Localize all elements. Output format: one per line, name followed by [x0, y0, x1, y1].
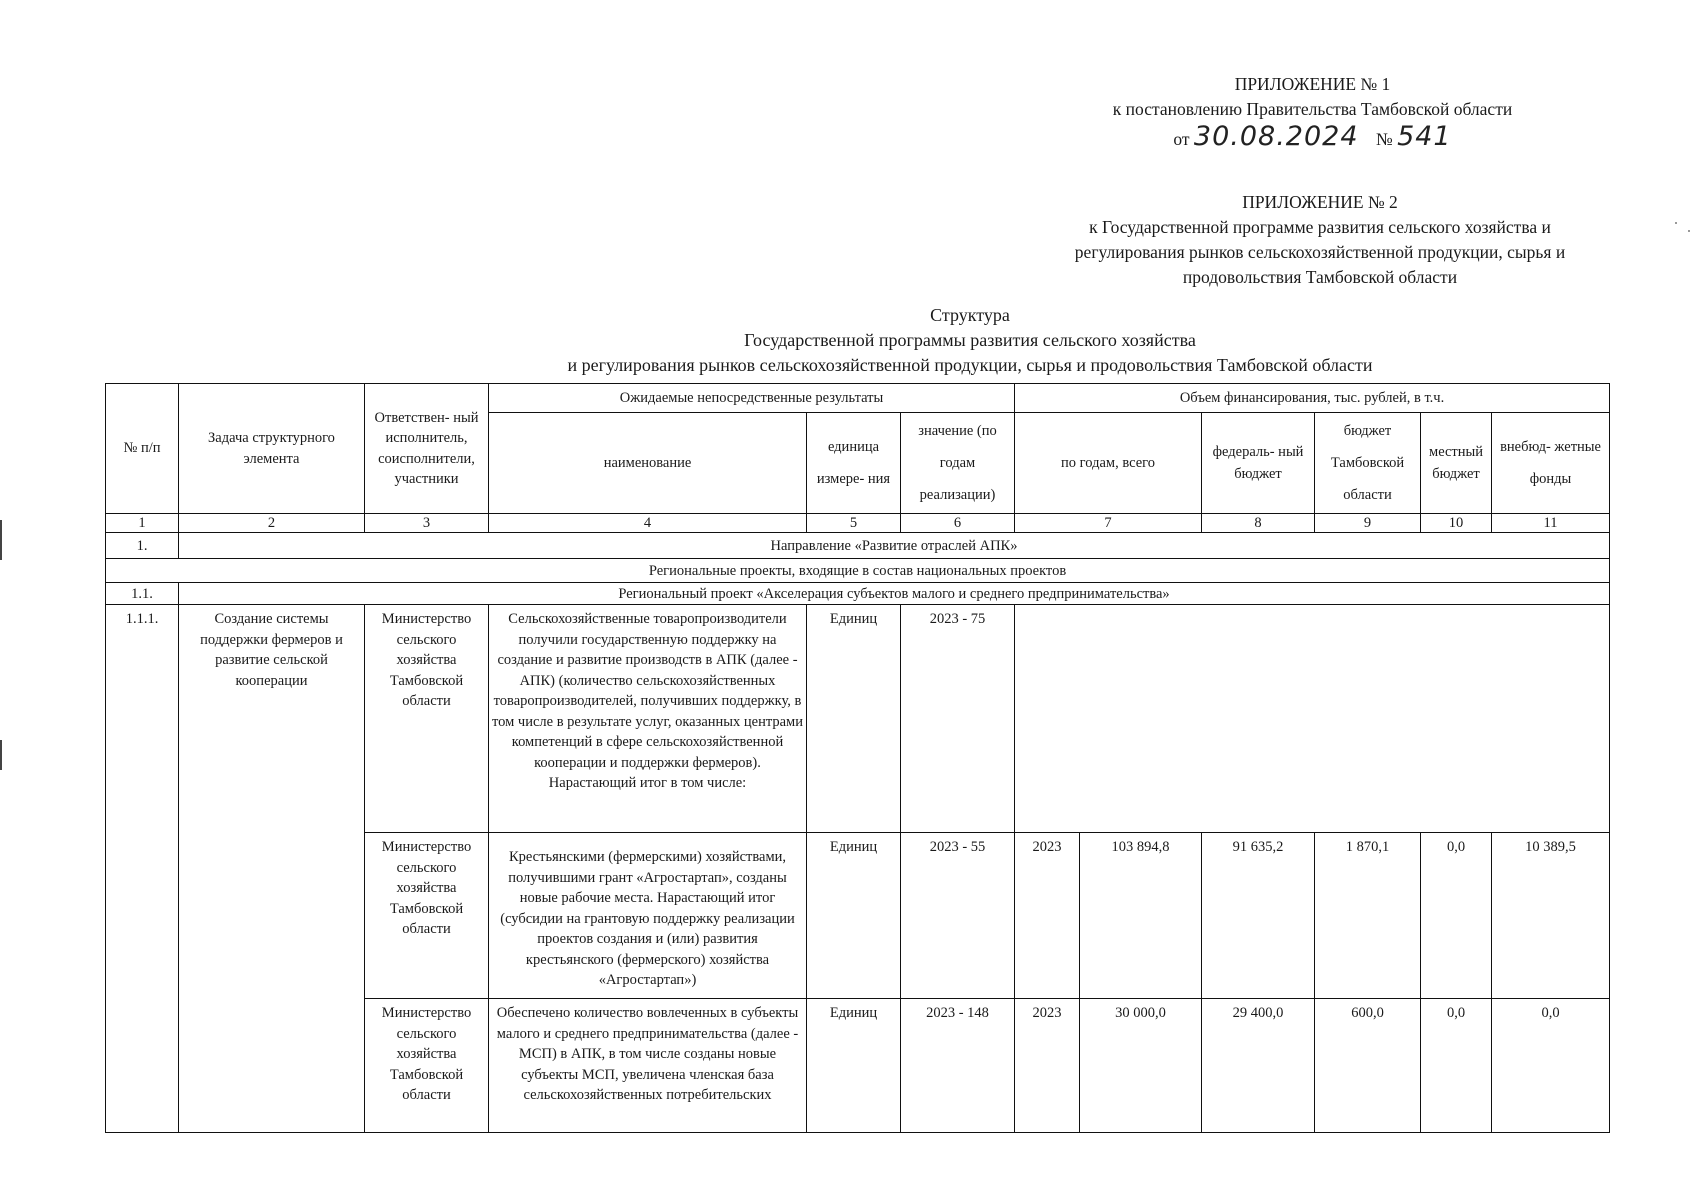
row-federal: 29 400,0: [1202, 999, 1315, 1133]
header-num: № п/п: [106, 384, 179, 514]
appendix-2-line-1: к Государственной программе развития сельского хозяйства и: [1089, 217, 1551, 237]
appendix-1-block: [1075, 72, 1550, 152]
row-result-name: Обеспечено количество вовлеченных в субъекты малого и среднего предпринимательства (далее - МСП) в АПК, в том числе созданы новые субъекты МСП, увеличена членская база сельскохозяйственных потребительских: [489, 999, 807, 1133]
appendix-1-date-line: [1075, 121, 1550, 152]
regional-projects-row: [106, 559, 1610, 583]
row-year: 2023: [1015, 999, 1080, 1133]
row-executor: Министерство сельского хозяйства Тамбовской области: [365, 605, 489, 833]
column-numbers-row: [106, 514, 1610, 533]
direction-num: 1.: [106, 533, 179, 559]
col-number: 1: [106, 514, 179, 533]
item-num: 1.1.1.: [106, 605, 179, 1133]
document-title-line-1: Структура: [930, 305, 1010, 325]
structure-table: [105, 383, 1610, 1133]
from-label: от: [1173, 129, 1190, 149]
project-num: 1.1.: [106, 583, 179, 605]
row-executor: Министерство сельского хозяйства Тамбовской области: [365, 833, 489, 999]
direction-row: [106, 533, 1610, 559]
number-label: №: [1376, 129, 1393, 149]
header-name: наименование: [489, 413, 807, 514]
header-executor: Ответствен- ный исполнитель, соисполнители, участники: [365, 384, 489, 514]
row-unit: Единиц: [807, 605, 901, 833]
row-federal: 91 635,2: [1202, 833, 1315, 999]
header-offbudget: внебюд- жетные фонды: [1492, 413, 1610, 514]
header-local: местный бюджет: [1421, 413, 1492, 514]
row-result-name: Сельскохозяйственные товаропроизводители получили государственную поддержку на создание и развитие производств в АПК (далее - АПК) (количество сельскохозяйственных товаропроизводителей, получивших поддержку, в том числе в результате услуг, оказанных центрами компетенций в сфере сельскохозяйственной кооперации и поддержки фермеров). Нарастающий итог в том числе:: [489, 605, 807, 833]
row-unit: Единиц: [807, 833, 901, 999]
col-number: 10: [1421, 514, 1492, 533]
row-result-name: Крестьянскими (фермерскими) хозяйствами, получившими грант «Агростартап», созданы новые рабочие места. Нарастающий итог (субсидии на грантовую поддержку реализации проектов создания и (или) развития крестьянского (фермерского) хозяйства «Агростартап»): [489, 833, 807, 999]
col-number: 9: [1315, 514, 1421, 533]
scan-speck: [1688, 230, 1690, 232]
row-local: 0,0: [1421, 999, 1492, 1133]
header-financing: Объем финансирования, тыс. рублей, в т.ч.: [1015, 384, 1610, 413]
appendix-1-title: ПРИЛОЖЕНИЕ № 1: [1234, 74, 1391, 94]
appendix-2-title: ПРИЛОЖЕНИЕ № 2: [1242, 192, 1398, 212]
document-title-line-3: и регулирования рынков сельскохозяйственной продукции, сырья и продовольствия Тамбовской области: [567, 355, 1373, 375]
row-regional: 1 870,1: [1315, 833, 1421, 999]
project-text: Региональный проект «Акселерация субъектов малого и среднего предпринимательства»: [179, 583, 1610, 605]
header-value: значение (по годам реализации): [901, 413, 1015, 514]
row-unit: Единиц: [807, 999, 901, 1133]
document-title: [380, 303, 1560, 378]
col-number: 3: [365, 514, 489, 533]
col-number: 2: [179, 514, 365, 533]
row-regional: 600,0: [1315, 999, 1421, 1133]
header-by-years: по годам, всего: [1015, 413, 1202, 514]
col-number: 5: [807, 514, 901, 533]
row-offbudget: 10 389,5: [1492, 833, 1610, 999]
regional-projects-text: Региональные проекты, входящие в состав национальных проектов: [106, 559, 1610, 583]
scan-edge-mark: [0, 740, 2, 770]
row-year: 2023: [1015, 833, 1080, 999]
row-value: 2023 - 148: [901, 999, 1015, 1133]
appendix-2-block: [1020, 190, 1620, 290]
row-executor: Министерство сельского хозяйства Тамбовской области: [365, 999, 489, 1133]
header-federal: федераль- ный бюджет: [1202, 413, 1315, 514]
header-unit: единица измере- ния: [807, 413, 901, 514]
item-task: Создание системы поддержки фермеров и развитие сельской кооперации: [179, 605, 365, 1133]
direction-text: Направление «Развитие отраслей АПК»: [179, 533, 1610, 559]
row-value: 2023 - 75: [901, 605, 1015, 833]
appendix-2-line-2: регулирования рынков сельскохозяйственной продукции, сырья и: [1074, 242, 1566, 262]
header-expected-results: Ожидаемые непосредственные результаты: [489, 384, 1015, 413]
row-value: 2023 - 55: [901, 833, 1015, 999]
scan-edge-mark: [0, 520, 2, 560]
appendix-2-line-3: продовольствия Тамбовской области: [1182, 267, 1458, 287]
result-row: [106, 605, 1610, 833]
row-local: 0,0: [1421, 833, 1492, 999]
col-number: 11: [1492, 514, 1610, 533]
header-regional: бюджет Тамбовской области: [1315, 413, 1421, 514]
col-number: 4: [489, 514, 807, 533]
col-number: 8: [1202, 514, 1315, 533]
project-row: [106, 583, 1610, 605]
row-total: 103 894,8: [1080, 833, 1202, 999]
header-row-1: [106, 384, 1610, 413]
col-number: 7: [1015, 514, 1202, 533]
document-title-line-2: Государственной программы развития сельского хозяйства: [744, 330, 1196, 350]
col-number: 6: [901, 514, 1015, 533]
row-financing-empty: [1015, 605, 1610, 833]
appendix-1-line: к постановлению Правительства Тамбовской области: [1112, 99, 1513, 119]
handwritten-date: 30.08.2024: [1193, 121, 1359, 152]
row-total: 30 000,0: [1080, 999, 1202, 1133]
handwritten-number: 541: [1397, 121, 1452, 152]
row-offbudget: 0,0: [1492, 999, 1610, 1133]
header-task: Задача структурного элемента: [179, 384, 365, 514]
scan-speck: [1675, 222, 1677, 224]
